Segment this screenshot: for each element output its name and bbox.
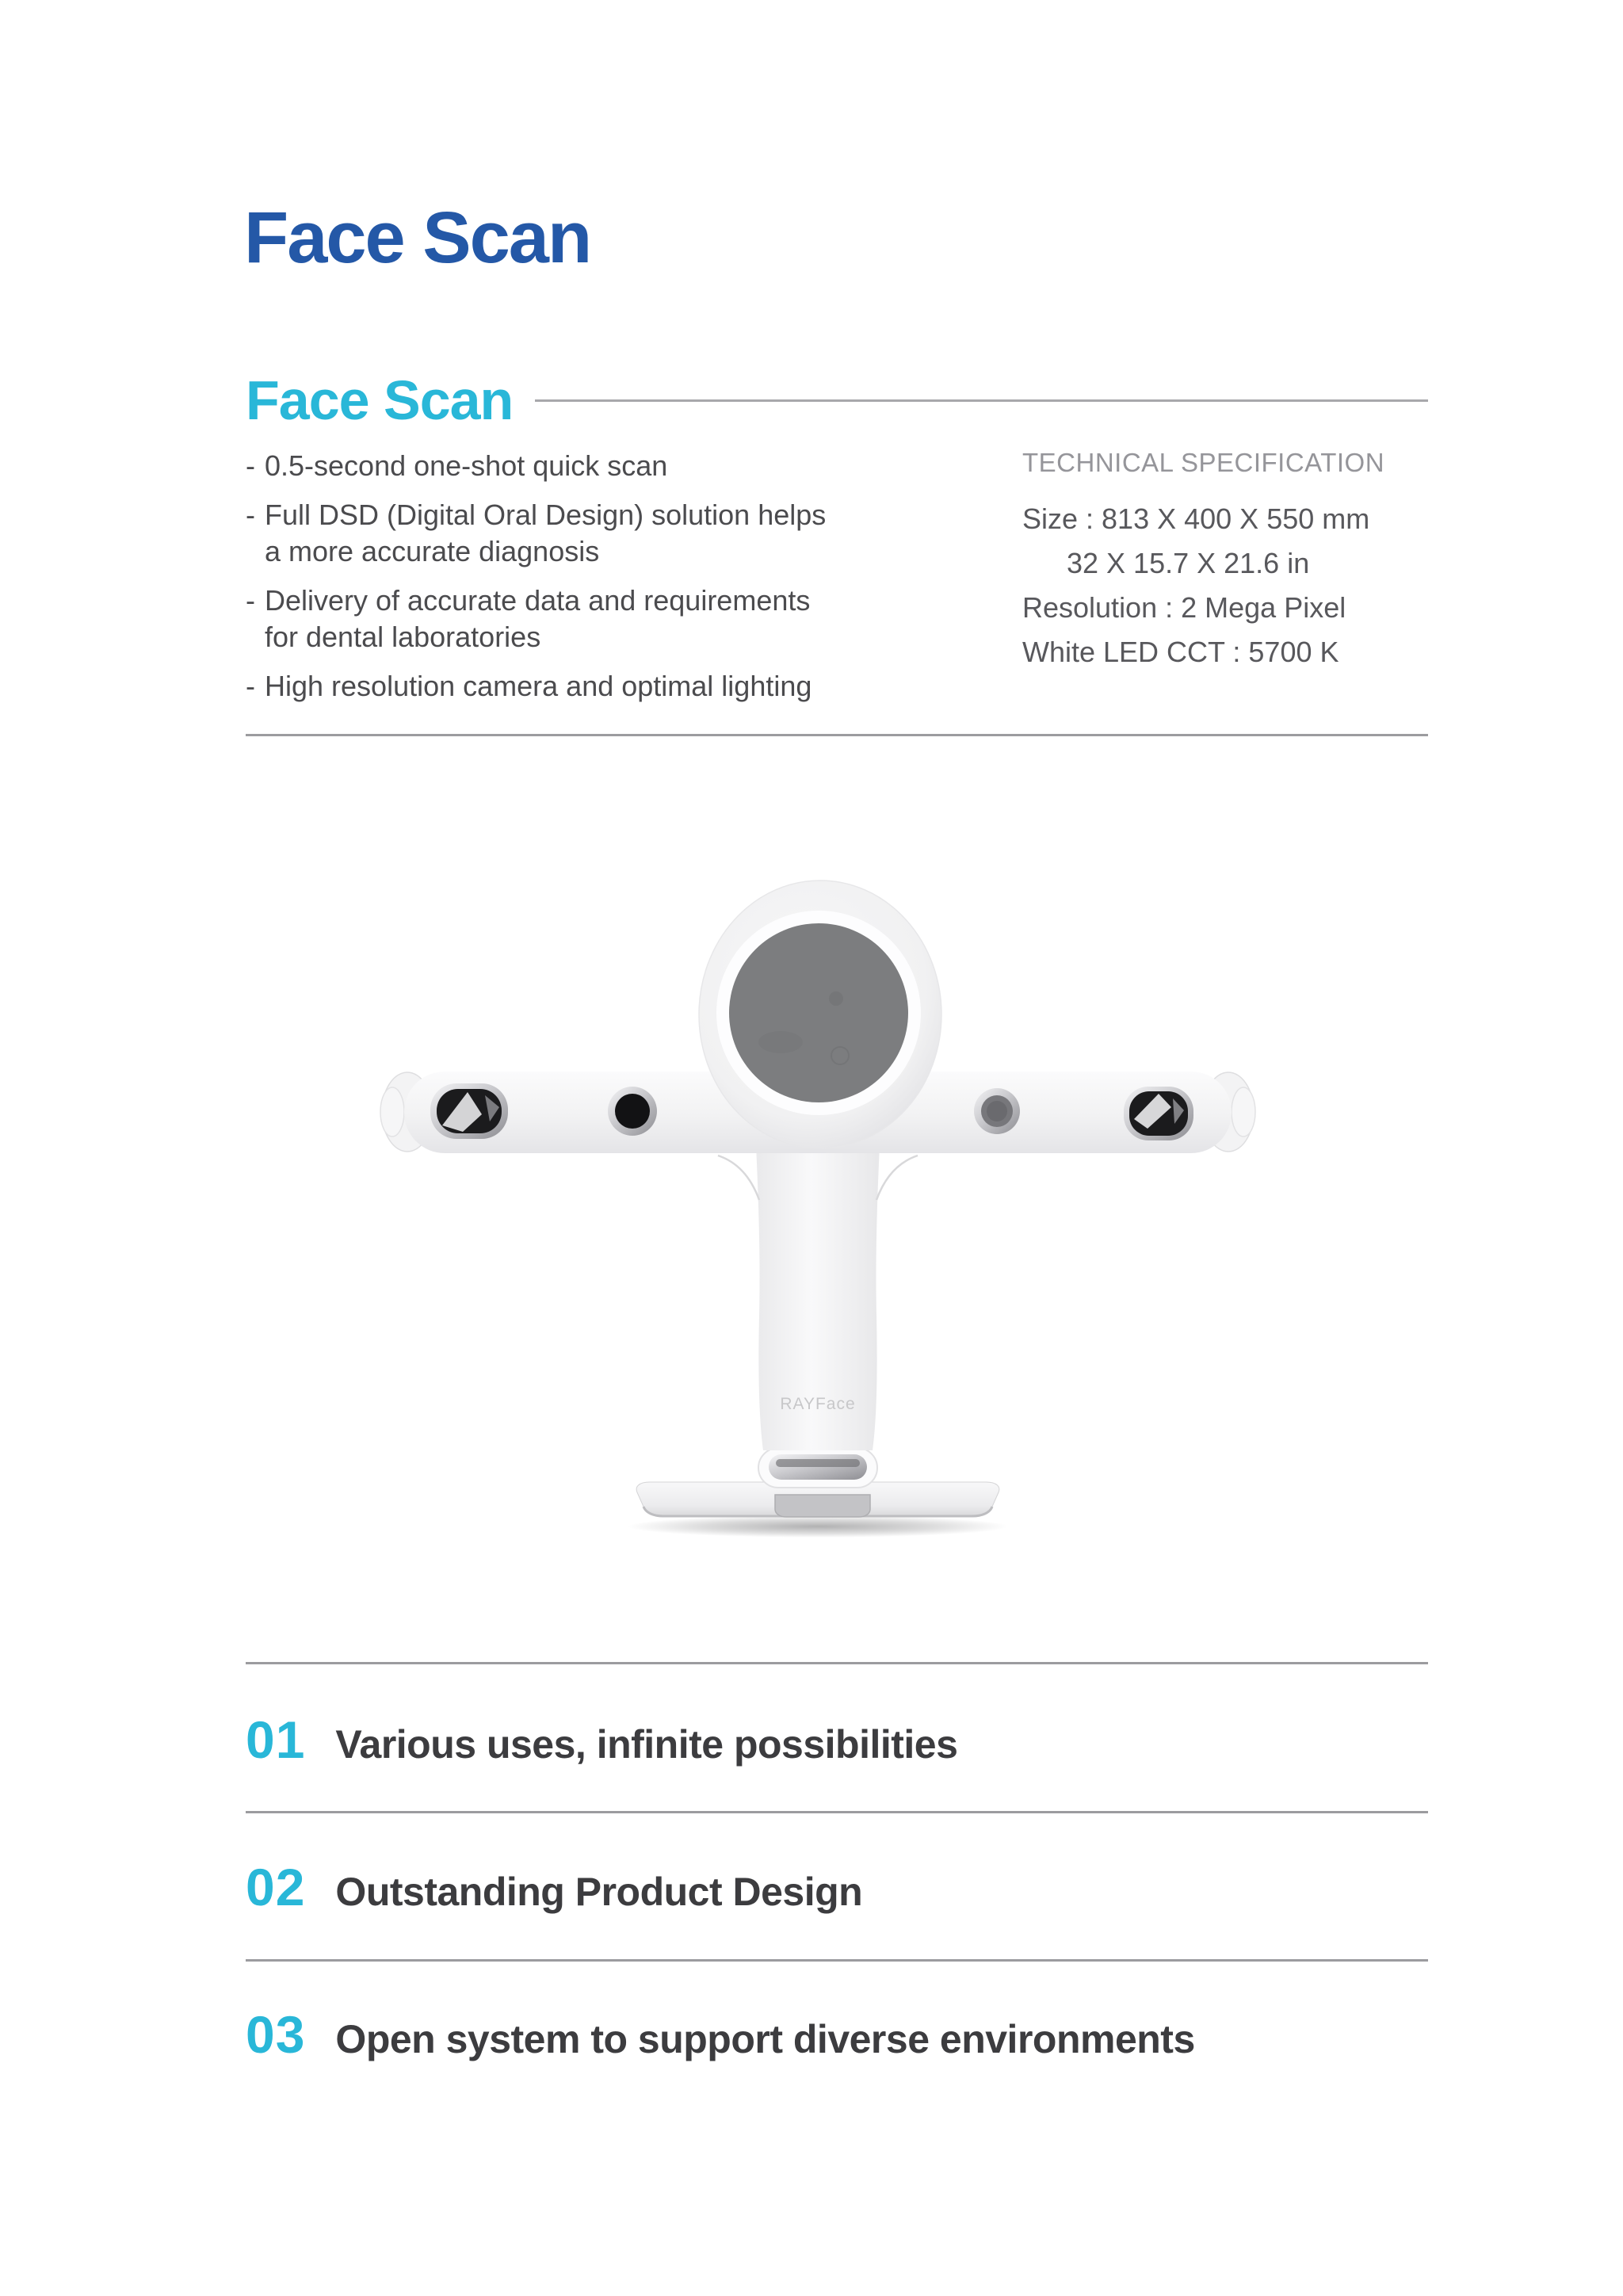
technical-specification	[1022, 448, 1428, 674]
section-number: 01	[246, 1710, 306, 1769]
feature-text: High resolution camera and optimal lighting	[265, 670, 812, 702]
spec-size-inches: 32 X 15.7 X 21.6 in	[1067, 547, 1310, 579]
device-stem	[718, 1110, 918, 1450]
feature-list	[246, 448, 927, 717]
section-row-01	[246, 1710, 1428, 1769]
bullet-dash: -	[246, 584, 255, 617]
section-heading-row	[246, 369, 1428, 431]
base-notch	[775, 1495, 870, 1517]
feature-text: Full DSD (Digital Oral Design) solution helps a more accurate diagnosis	[265, 499, 827, 567]
heading-rule	[535, 399, 1428, 402]
section-row-03	[246, 2005, 1428, 2064]
bullet-dash: -	[246, 449, 255, 482]
feature-item	[246, 497, 927, 570]
camera-lens-left	[608, 1087, 657, 1136]
projector-window-left	[430, 1083, 508, 1139]
camera-lens-right	[974, 1088, 1020, 1134]
device-shadow	[628, 1515, 1008, 1538]
projector-window-right	[1124, 1087, 1193, 1140]
feature-item	[246, 448, 927, 484]
separator-line	[246, 1811, 1428, 1813]
section-number: 03	[246, 2005, 306, 2064]
section-title: Outstanding Product Design	[335, 1870, 863, 1914]
spec-led-cct: White LED CCT : 5700 K	[1022, 636, 1339, 668]
feature-item	[246, 668, 927, 705]
separator-line	[246, 1959, 1428, 1962]
device-illustration	[372, 872, 1276, 1561]
spec-header: TECHNICAL SPECIFICATION	[1022, 448, 1385, 477]
feature-text: 0.5-second one-shot quick scan	[265, 449, 668, 482]
section-title: Open system to support diverse environments	[335, 2017, 1195, 2061]
device-head	[699, 881, 941, 1148]
bullet-dash: -	[246, 670, 255, 702]
product-image	[372, 872, 1276, 1561]
page-title: Face Scan	[244, 197, 591, 278]
section-heading: Face Scan	[246, 369, 514, 431]
bullet-dash: -	[246, 499, 255, 531]
section-title: Various uses, infinite possibilities	[335, 1722, 958, 1767]
section-row-02	[246, 1858, 1428, 1916]
feature-text: Delivery of accurate data and requirements for dental laboratories	[265, 584, 811, 653]
section-number: 02	[246, 1858, 306, 1916]
camera-mirror	[729, 923, 908, 1102]
device-handle	[758, 1448, 877, 1488]
spec-size: Size : 813 X 400 X 550 mm	[1022, 502, 1370, 535]
separator-line	[246, 734, 1428, 736]
feature-item	[246, 583, 927, 655]
spec-resolution: Resolution : 2 Mega Pixel	[1022, 591, 1346, 624]
separator-line	[246, 1662, 1428, 1664]
brand-label: RAYFace	[780, 1395, 856, 1413]
